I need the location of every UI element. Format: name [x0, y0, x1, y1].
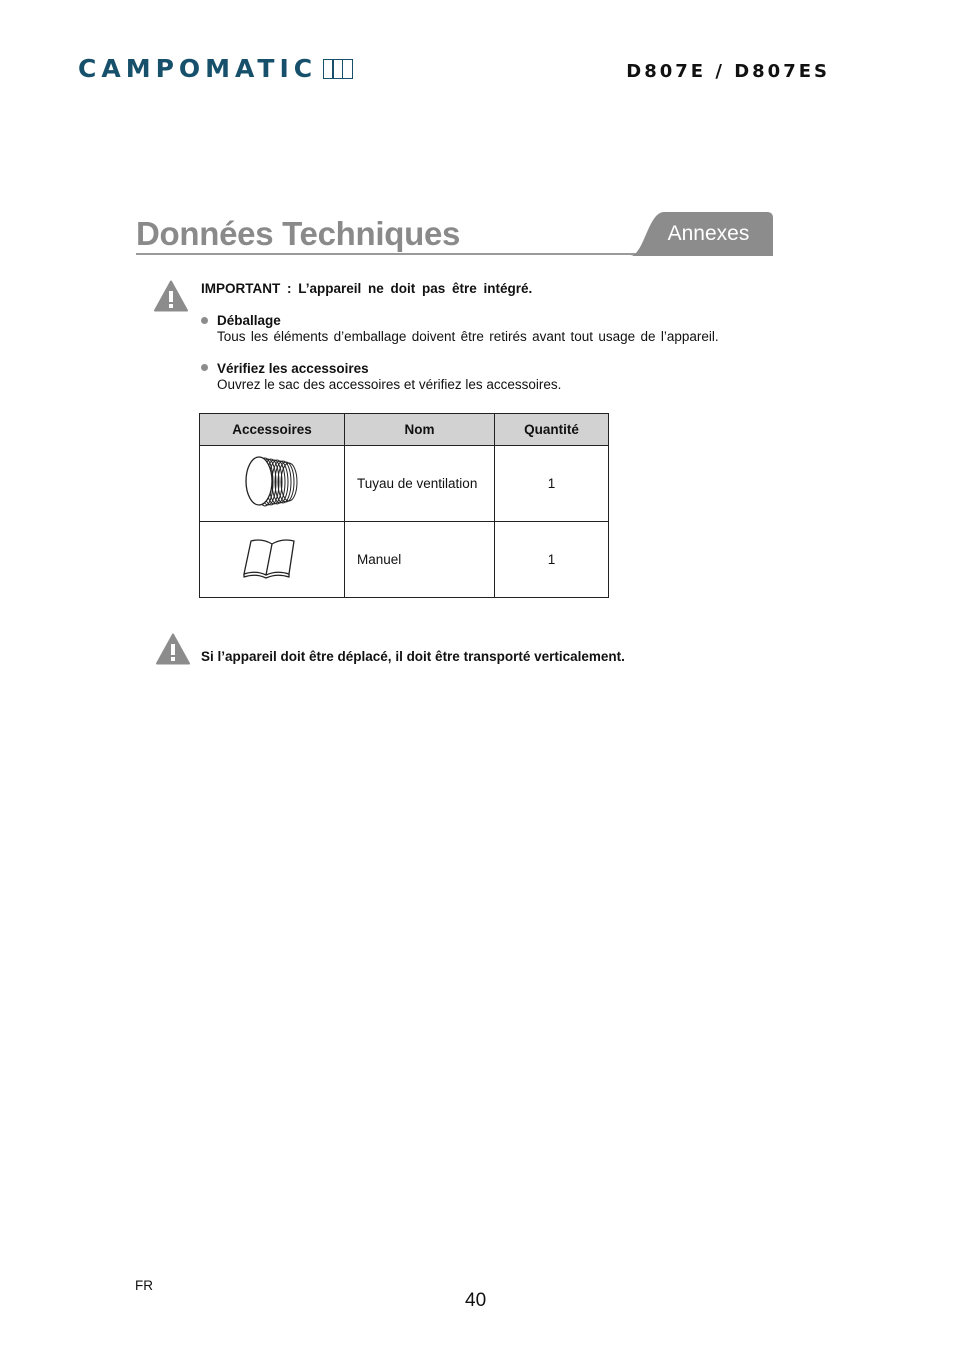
warning-icon: [156, 633, 190, 665]
manual-book-icon: [242, 537, 302, 579]
annexes-tab-label: Annexes: [667, 222, 750, 245]
accessories-table: [199, 413, 609, 598]
accessory-image-cell: [200, 522, 345, 598]
flag-icon: [323, 59, 351, 79]
page-number: 40: [465, 1290, 487, 1311]
title-divider: [136, 253, 656, 255]
accessory-name: Tuyau de ventilation: [345, 446, 495, 522]
vent-hose-icon: [237, 453, 307, 511]
brand-logo: [78, 56, 351, 82]
table-row: [200, 522, 609, 598]
accessory-quantity: 1: [495, 446, 609, 522]
model-number: D807E / D807ES: [626, 61, 830, 82]
accessory-image-cell: [200, 446, 345, 522]
bullet-icon: [201, 317, 208, 324]
item-title-deballage: Déballage: [217, 313, 281, 328]
page-title: Données Techniques: [136, 215, 461, 252]
important-notice: IMPORTANT : L’appareil ne doit pas être intégré.: [201, 281, 533, 296]
item-title-accessoires: Vérifiez les accessoires: [217, 361, 369, 376]
bullet-icon: [201, 364, 208, 371]
column-header: Quantité: [495, 414, 609, 446]
item-body-accessoires: Ouvrez le sac des accessoires et vérifiez les accessoires.: [217, 377, 562, 392]
accessory-name: Manuel: [345, 522, 495, 598]
column-header: Nom: [345, 414, 495, 446]
transport-warning: Si l’appareil doit être déplacé, il doit être transporté verticalement.: [201, 649, 625, 664]
item-body-deballage: Tous les éléments d’emballage doivent être retirés avant tout usage de l’appareil.: [217, 329, 719, 344]
table-header-row: [200, 414, 609, 446]
column-header: Accessoires: [200, 414, 345, 446]
accessory-quantity: 1: [495, 522, 609, 598]
brand-name: CAMPOMATIC: [78, 54, 318, 83]
warning-icon: [154, 280, 188, 312]
table-row: [200, 446, 609, 522]
language-code: FR: [135, 1278, 153, 1293]
annexes-tab: [630, 212, 773, 256]
